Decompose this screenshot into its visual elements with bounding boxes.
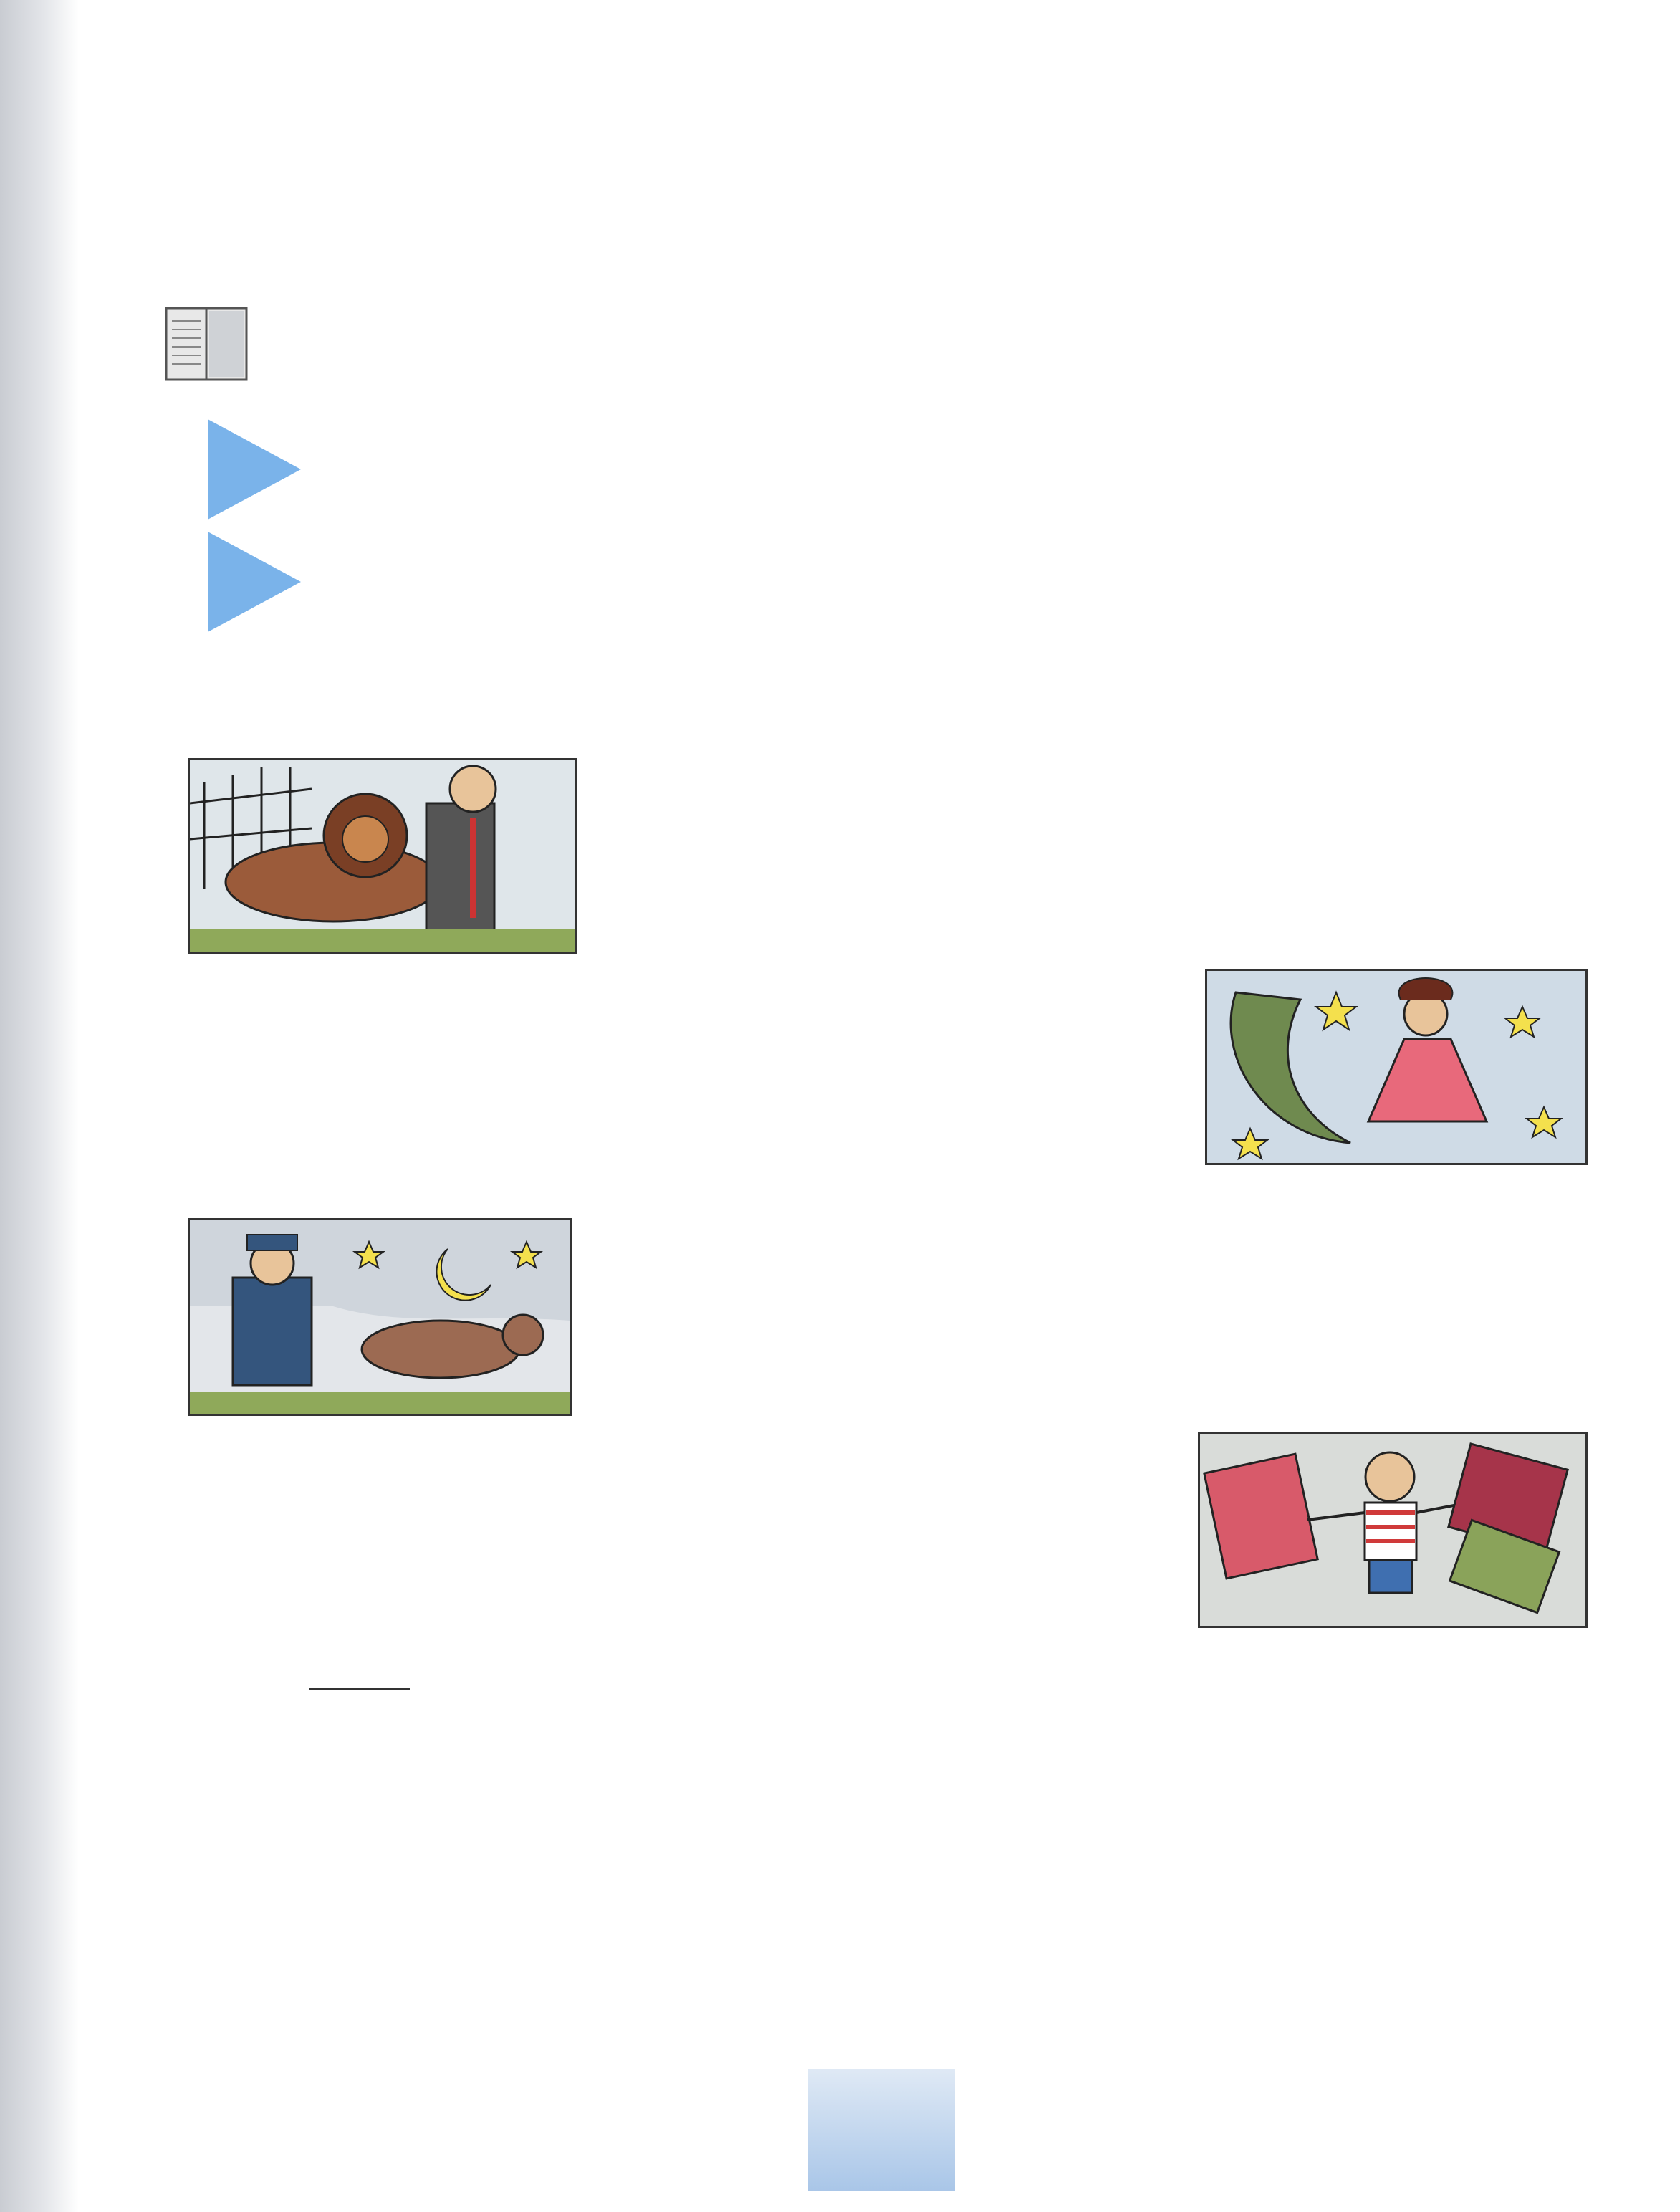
- decorative-dot-border-top: [29, 128, 1669, 149]
- page-fold-shadow: [0, 0, 79, 2212]
- task-7-marker-icon: [193, 532, 301, 632]
- night-watchman-illustration: [188, 1218, 572, 1416]
- zoo-director-illustration: [188, 758, 577, 954]
- decorative-dot-border-left: [102, 49, 123, 2105]
- page-number-background: [808, 2069, 955, 2191]
- book-icon: [163, 301, 249, 387]
- fashion-model-illustration: [1205, 969, 1588, 1165]
- interpreter-illustration: [1198, 1432, 1588, 1628]
- task-6-marker-icon: [193, 419, 301, 520]
- footnote-separator: [309, 1688, 410, 1690]
